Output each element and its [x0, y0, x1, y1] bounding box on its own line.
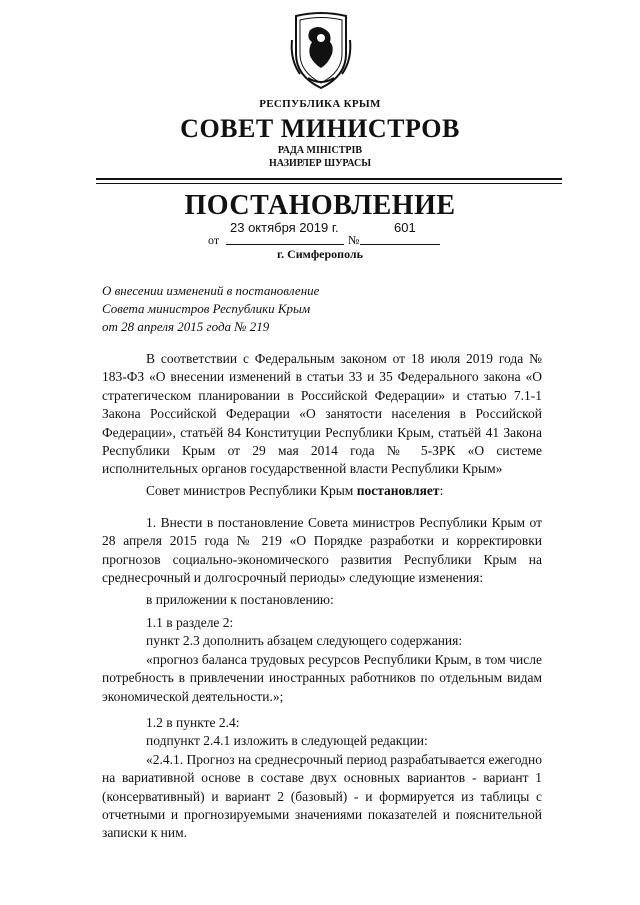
paragraph: «2.4.1. Прогноз на среднесрочный период разрабатывается ежегодно на вариативной основе в составе двух основных вариантов - вариант 1 (консервативный) и вариант 2 (базовый) - и формируется из таблицы с отчетными и прогнозируемыми значениями показателей и пояснительной записки к ним.: [102, 751, 542, 841]
paragraph: в приложении к постановлению:: [146, 592, 334, 607]
paragraph: 1. Внести в постановление Совета министров Республики Крым от 28 апреля 2015 года № 219 «О Порядке разработки и корректировки прогнозов социально-экономического развития Республики Крым на среднесрочный и долгосрочный периоды» следующие изменения:: [102, 515, 542, 586]
paragraph: подпункт 2.4.1 изложить в следующей редакции:: [146, 733, 428, 749]
council-name-crimean-tatar: НАЗИРЛЕР ШУРАСЫ: [268, 158, 372, 169]
decree-subject: [102, 282, 319, 336]
paragraph: 1.2 в пункте 2.4:: [146, 715, 240, 730]
number-prefix: №: [348, 233, 360, 247]
item-1-1-block: [102, 614, 542, 706]
subject-line: О внесении изменений в постановление: [102, 283, 320, 298]
paragraph-text: Совет министров Республики Крым: [146, 483, 357, 498]
paragraph-punctuation: :: [439, 483, 444, 498]
city: г. Симферополь: [277, 247, 363, 261]
document-title: ПОСТАНОВЛЕНИЕ: [184, 190, 456, 221]
date-underline: [226, 244, 344, 245]
paragraph: [102, 482, 542, 500]
paragraph: В соответствии с Федеральным законом от 18 июля 2019 года № 183-ФЗ «О внесении изменений в статьи 33 и 35 Федерального закона «О стратегическом планировании в Российской Федерации» и статью 7.1-1 Закона Российской Федерации «О занятости населения в Российской Федерации», статьёй 84 Конституции Республики Крым, статьёй 41 Закона Республики Крым от 29 мая 2014 года № 5-ЗРК «О системе исполнительных органов государственной власти Республики Крым»: [102, 351, 542, 477]
resolution-paragraph: [102, 482, 542, 500]
date-number-line: [208, 220, 448, 248]
paragraph: «прогноз баланса трудовых ресурсов Республики Крым, в том числе потребность в привлечении иностранных работников по отдельным видам экономической деятельности.»;: [102, 651, 542, 704]
preamble-paragraph: [102, 350, 542, 479]
subject-line: Совета министров Республики Крым: [102, 301, 311, 316]
header-divider-thin: [96, 183, 562, 184]
paragraph-bold-text: постановляет: [356, 483, 440, 498]
number-underline: [360, 244, 440, 245]
paragraph: 1.1 в разделе 2:: [146, 615, 234, 630]
subject-line: от 28 апреля 2015 года № 219: [102, 319, 270, 334]
decree-number: 601: [394, 220, 416, 235]
crimea-coat-of-arms-icon: [288, 10, 354, 90]
item-1-paragraph: [102, 514, 542, 588]
item-1-2-block: [102, 714, 542, 843]
council-name-ukrainian: РАДА МІНІСТРІВ: [277, 145, 363, 156]
council-name: СОВЕТ МИНИСТРОВ: [180, 114, 460, 143]
date-prefix: от: [208, 233, 220, 247]
annex-paragraph: [102, 591, 542, 609]
paragraph: пункт 2.3 дополнить абзацем следующего содержания:: [146, 633, 463, 649]
decree-date: 23 октября 2019 г.: [230, 220, 339, 235]
header-divider-thick: [96, 178, 562, 180]
republic-name: РЕСПУБЛИКА КРЫМ: [259, 98, 381, 110]
